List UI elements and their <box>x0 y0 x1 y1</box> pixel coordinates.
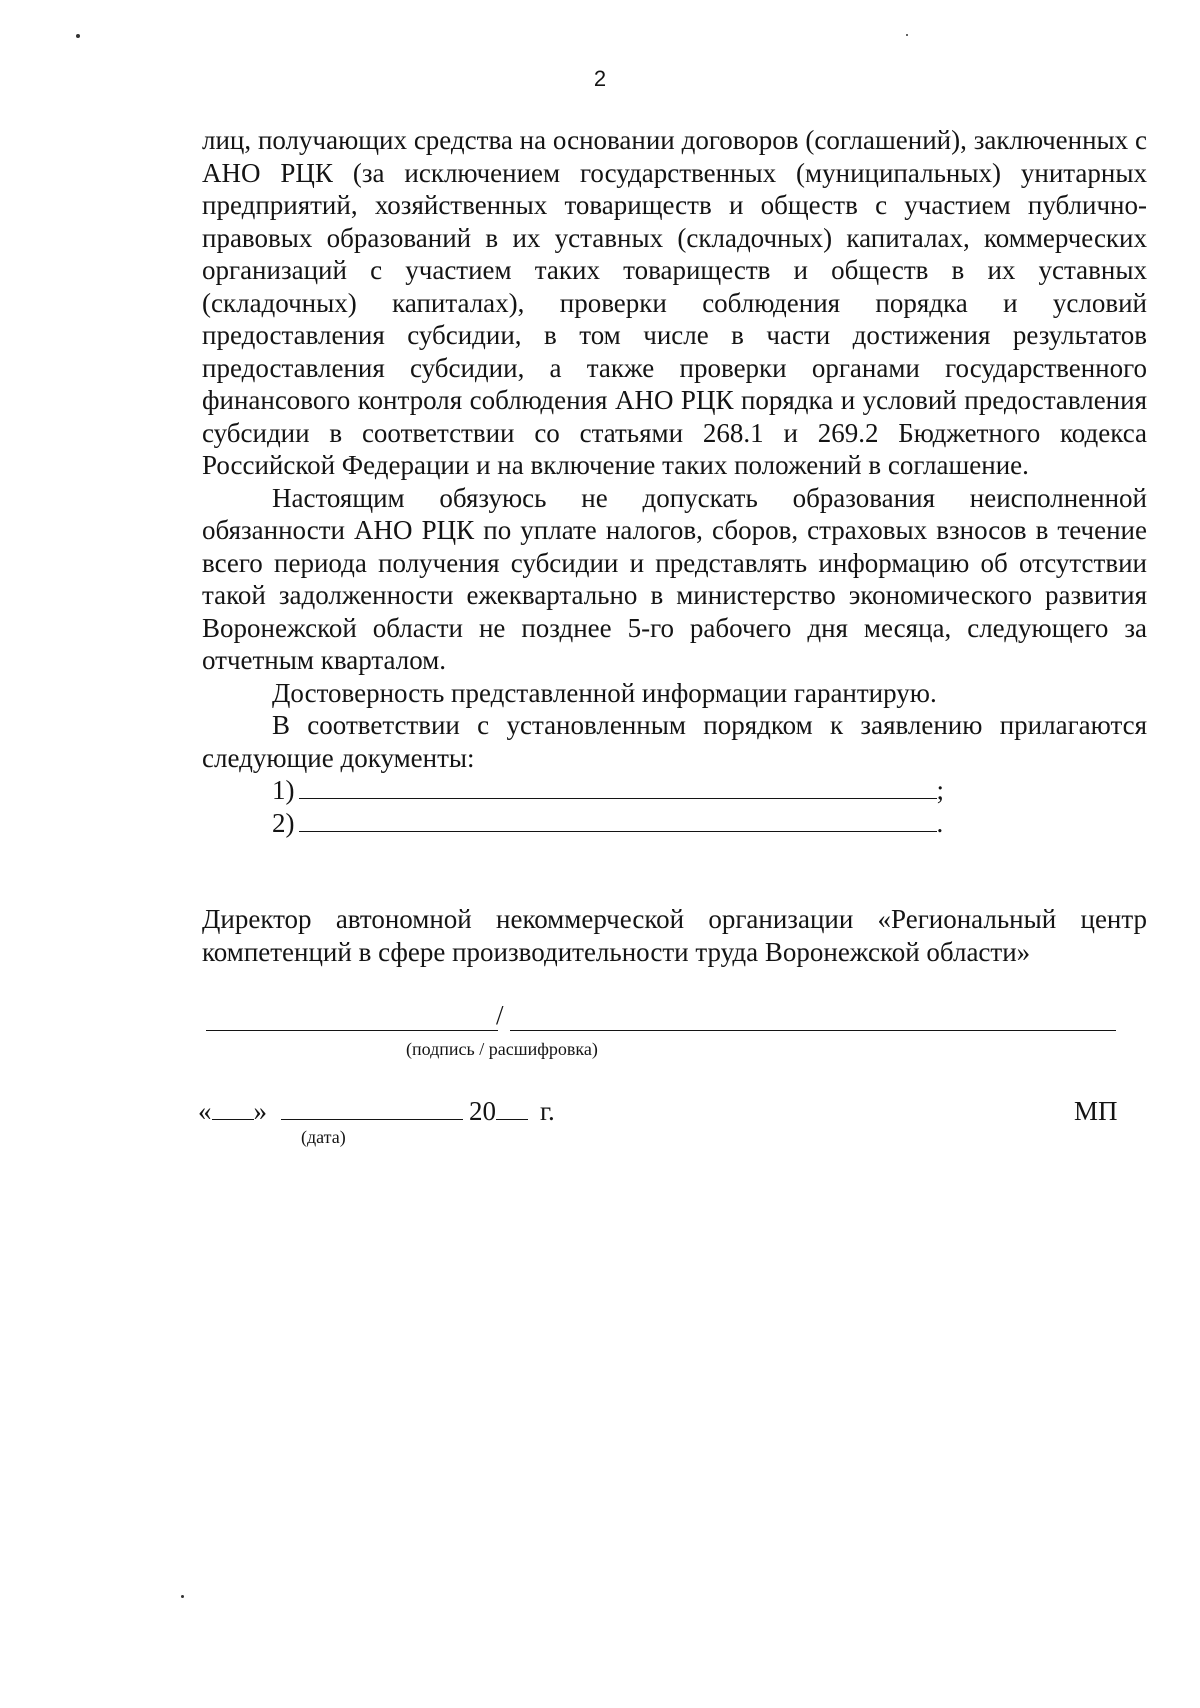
attachment-number: 1) <box>272 775 295 805</box>
paragraph-continuation: лиц, получающих средства на основании договоров (соглашений), заключенных с АНО РЦК (за исключением государственных (муниципальных) унитарных предприятий, хозяйственных товариществ и обществ с участием публично-правовых образований в их уставных (складочных) капиталах, коммерческих организаций с участием таких товариществ и обществ в их уставных (складочных) капиталах), проверки соблюдения порядка и условий предоставления субсидии, в том числе в части достижения результатов предоставления субсидии, а также проверки органами государственного финансового контроля соблюдения АНО РЦК порядка и условий предоставления субсидии в соответствии со статьями 268.1 и 269.2 Бюджетного кодекса Российской Федерации и на включение таких положений в соглашение. <box>202 125 1147 480</box>
year-field[interactable] <box>496 1097 528 1120</box>
scan-speck <box>181 1595 184 1598</box>
attachment-field-1[interactable] <box>299 776 937 799</box>
day-field[interactable] <box>212 1097 254 1120</box>
attachment-field-2[interactable] <box>299 809 937 832</box>
year-prefix: 20 <box>469 1096 496 1126</box>
attachment-terminator: . <box>936 807 944 838</box>
signature-caption: (подпись / расшифровка) <box>406 1039 598 1059</box>
attachment-terminator: ; <box>936 775 945 805</box>
seal-label: МП <box>1074 1096 1118 1126</box>
month-field[interactable] <box>281 1097 463 1120</box>
signature-field[interactable] <box>206 1030 498 1031</box>
attachment-line-1 <box>202 774 1147 807</box>
paragraph-attachments-intro: В соответствии с установленным порядком к заявлению прилагаются следующие документы: <box>202 710 1147 773</box>
director-title: Директор автономной некоммерческой организации «Региональный центр компетенций в сфере производительности труда Воронежской области» <box>202 904 1147 967</box>
date-open-quote: « <box>198 1096 212 1126</box>
attachment-line-2 <box>202 807 1147 840</box>
paragraph-obligation: Настоящим обязуюсь не допускать образования неисполненной обязанности АНО РЦК по уплате налогов, сборов, страховых взносов в течение всего периода получения субсидии и представлять информацию об отсутствии такой задолженности ежеквартально в министерство экономического развития Воронежской области не позднее 5-го рабочего дня месяца, следующего за отчетным кварталом. <box>202 482 1147 675</box>
paragraph-guarantee: Достоверность представленной информации гарантирую. <box>272 677 937 708</box>
signature-decoding-field[interactable] <box>510 1030 1116 1031</box>
date-row <box>198 1096 555 1127</box>
page-number: 2 <box>593 66 607 91</box>
signature-row <box>206 1000 1116 1040</box>
signature-slash: / <box>496 1000 504 1030</box>
year-suffix: г. <box>540 1096 555 1126</box>
document-body <box>202 124 1147 839</box>
attachment-number: 2) <box>272 807 295 838</box>
date-caption: (дата) <box>301 1127 346 1147</box>
date-close-quote: » <box>253 1096 267 1126</box>
scan-speck <box>76 34 80 38</box>
scan-speck <box>906 34 908 36</box>
